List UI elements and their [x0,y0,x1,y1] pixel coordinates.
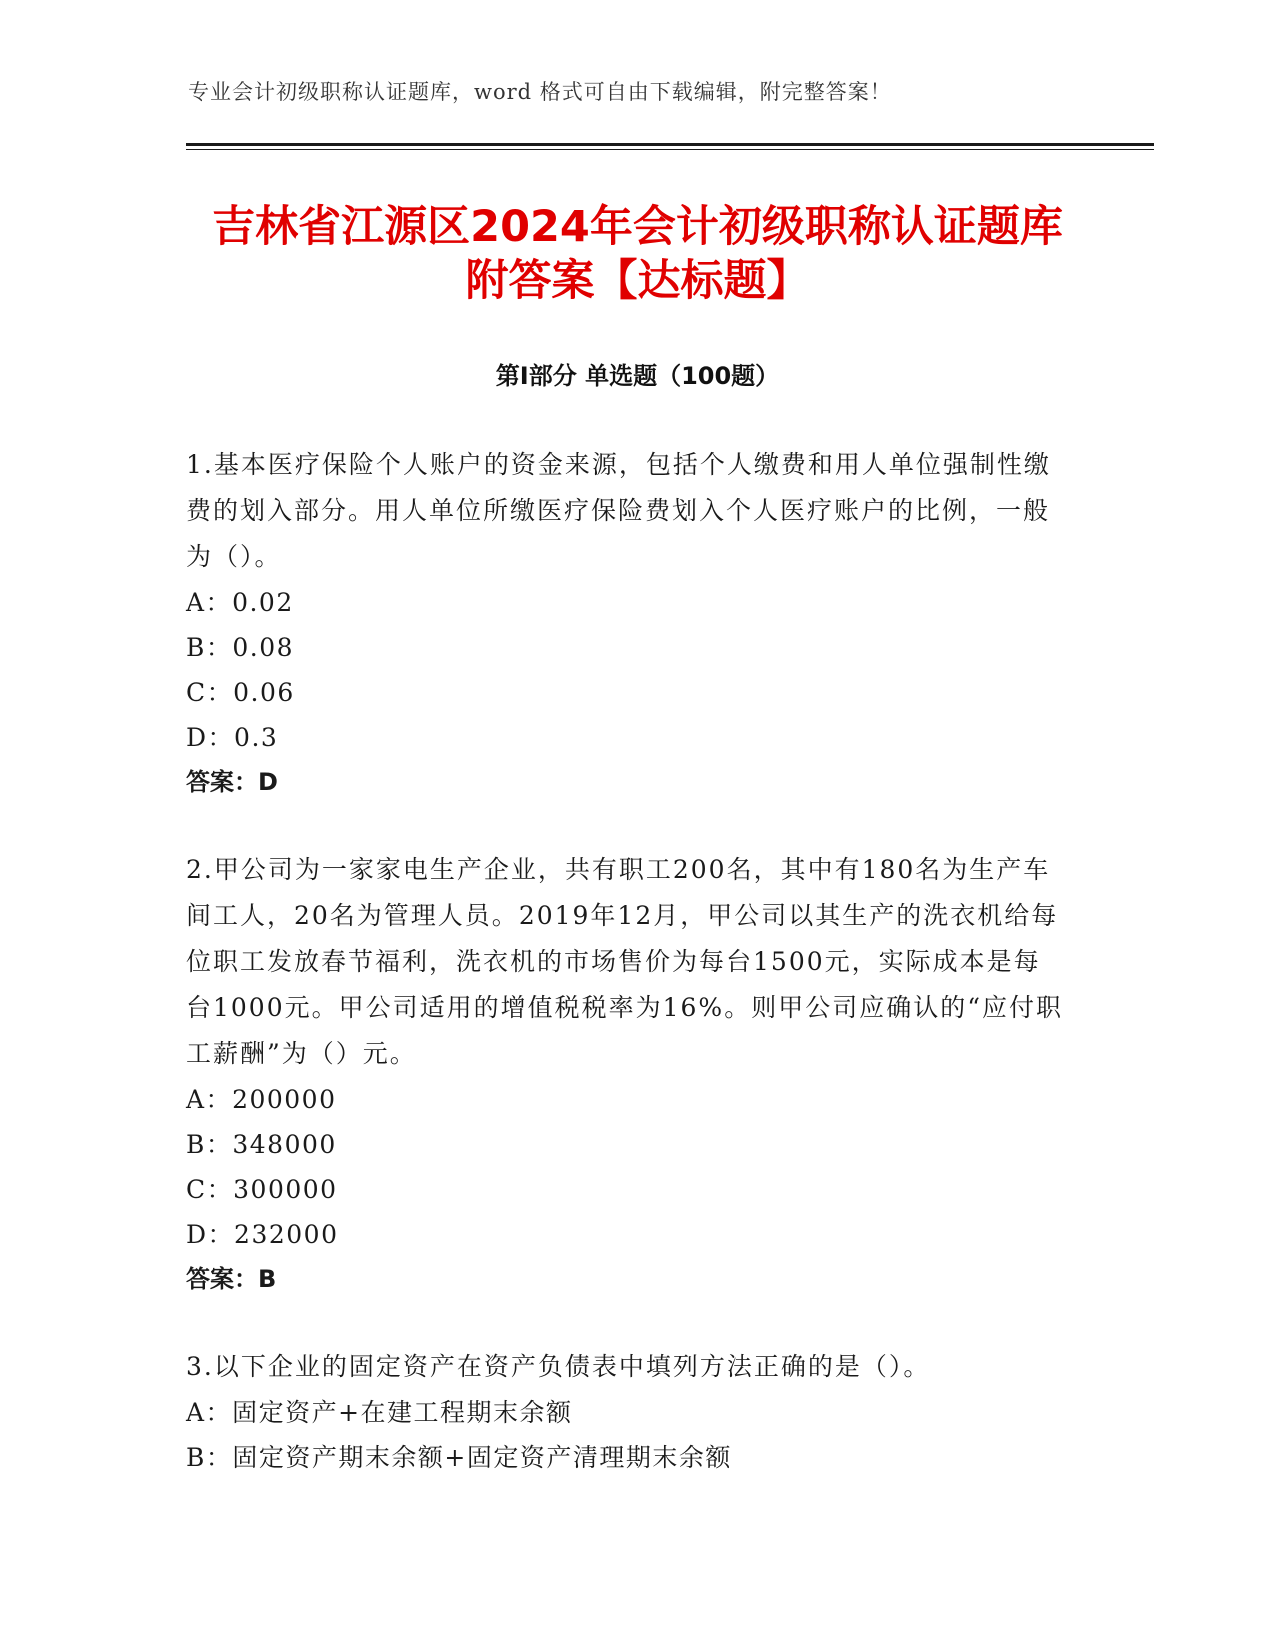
page-title-line-2: 附答案【达标题】 [465,256,810,306]
question-stem: 2.甲公司为一家家电生产企业，共有职工200名，其中有180名为生产车间工人，20名为管理人员。2019年12月，甲公司以其生产的洗衣机给每位职工发放春节福利，洗衣机的市场售价为每台1500元，实际成本是每台1000元。甲公司适用的增值税税率为16%。则甲公司应确认的“应付职工薪酬”为（）元。 [186,855,1063,1068]
section-heading: 第Ⅰ部分 单选题（100题） [495,362,780,390]
option-letter: D： [186,723,235,752]
option-letter: B： [186,1443,233,1472]
header-rule-thin [186,149,1154,150]
option-a [186,580,1066,625]
option-text: 200000 [232,1085,337,1114]
question-2 [186,847,1066,1302]
option-text: 固定资产+在建工程期末余额 [232,1398,573,1427]
option-b [186,1122,1066,1167]
option-text: 0.02 [232,588,294,617]
option-c [186,1167,1066,1212]
option-text: 348000 [232,1130,337,1159]
option-letter: C： [186,1175,234,1204]
option-letter: B： [186,633,233,662]
question-stem: 1.基本医疗保险个人账户的资金来源，包括个人缴费和用人单位强制性缴费的划入部分。用人单位所缴医疗保险费划入个人医疗账户的比例，一般为（）。 [186,450,1051,571]
option-letter: D： [186,1220,235,1249]
option-text: 0.06 [233,678,295,707]
option-b [186,1435,1066,1480]
option-d [186,715,1066,760]
question-stem: 3.以下企业的固定资产在资产负债表中填列方法正确的是（）。 [186,1352,931,1381]
answer-label: 答案：B [186,1265,277,1293]
option-a [186,1390,1066,1435]
question-3 [186,1344,1066,1480]
option-letter: B： [186,1130,233,1159]
page-title-line-1: 吉林省江源区2024年会计初级职称认证题库 [212,202,1063,252]
question-list [186,442,1066,1522]
question-1 [186,442,1066,805]
option-a [186,1077,1066,1122]
option-text: 固定资产期末余额+固定资产清理期末余额 [232,1443,732,1472]
option-text: 0.3 [234,723,279,752]
header-rule-thick [186,143,1154,146]
option-d [186,1212,1066,1257]
option-letter: A： [186,1398,233,1427]
option-letter: A： [186,588,233,617]
option-text: 0.08 [232,633,295,662]
page-title [0,200,1275,308]
option-c [186,670,1066,715]
option-text: 300000 [233,1175,338,1204]
answer-label: 答案：D [186,768,278,796]
option-b [186,625,1066,670]
option-letter: C： [186,678,234,707]
header-note: 专业会计初级职称认证题库，word 格式可自由下载编辑，附完整答案！ [188,80,892,104]
option-text: 232000 [234,1220,339,1249]
option-letter: A： [186,1085,233,1114]
